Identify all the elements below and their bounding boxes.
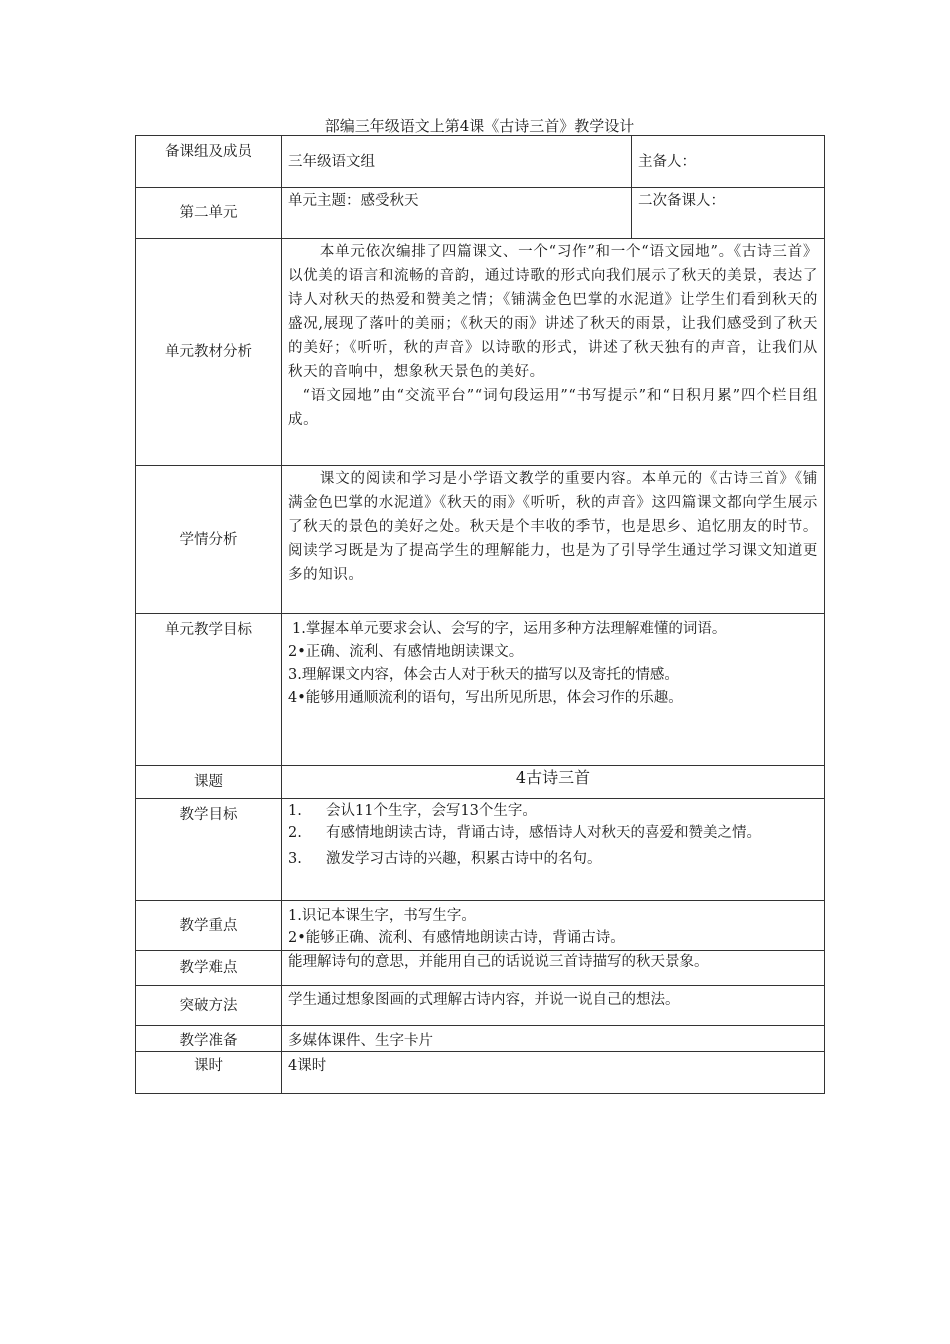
lesson-goal-text: 有感情地朗读古诗，背诵古诗，感悟诗人对秋天的喜爱和赞美之情。 xyxy=(326,825,761,841)
difficulty-label: 教学难点 xyxy=(136,951,282,986)
student-analysis-paragraph: 课文的阅读和学习是小学语文教学的重要内容。本单元的《古诗三首》《铺满金色巴掌的水泥道》《秋天的雨》《听听，秋的声音》这四篇课文都向学生展示了秋天的景色的美好之处。秋天是个丰收的季节，也是思乡、追忆朋友的时节。阅读学习既是为了提高学生的理解能力，也是为了引导学生通过学习课文知道更多的知识。 xyxy=(288,471,818,583)
lesson-goal-number: 1. xyxy=(288,803,302,819)
row-method xyxy=(136,986,825,1026)
material-analysis-paragraph-1: 本单元依次编排了四篇课文、一个“习作”和一个“语文园地”。《古诗三首》以优美的语言和流畅的音韵，通过诗歌的形式向我们展示了秋天的美景，表达了诗人对秋天的热爱和赞美之情；《铺满金色巴掌的水泥道》让学生们看到秋天的盛况,展现了落叶的美丽；《秋天的雨》讲述了秋天的雨景，让我们感受到了秋天的美好；《听听，秋的声音》以诗歌的形式，讲述了秋天独有的声音，让我们从秋天的音响中，想象秋天景色的美好。 xyxy=(288,244,818,380)
method-value: 学生通过想象图画的式理解古诗内容，并说一说自己的想法。 xyxy=(282,986,825,1026)
student-analysis-cell xyxy=(282,466,825,614)
row-prep xyxy=(136,1026,825,1052)
row-difficulty xyxy=(136,951,825,986)
lesson-goal-text: 激发学习古诗的兴趣，积累古诗中的名句。 xyxy=(326,851,602,867)
topic-value: 4古诗三首 xyxy=(282,766,825,799)
lesson-goals-label: 教学目标 xyxy=(136,799,282,901)
unit-goal-item: 1.掌握本单元要求会认、会写的字，运用多种方法理解难懂的词语。 xyxy=(292,621,727,637)
unit-goals-cell xyxy=(282,614,825,766)
document-title: 部编三年级语文上第4课《古诗三首》教学设计 xyxy=(324,117,635,135)
method-label: 突破方法 xyxy=(136,986,282,1026)
unit-theme: 单元主题：感受秋天 xyxy=(282,188,632,239)
row-topic xyxy=(136,766,825,799)
material-analysis-cell xyxy=(282,239,825,466)
prep-value: 多媒体课件、生字卡片 xyxy=(282,1026,825,1052)
row-group xyxy=(136,136,825,188)
unit-label: 第二单元 xyxy=(136,188,282,239)
key-point-item: 1.识记本课生字，书写生字。 xyxy=(288,908,476,924)
lesson-plan-table xyxy=(135,135,825,1094)
lesson-goal-item xyxy=(288,823,818,843)
difficulty-value: 能理解诗句的意思，并能用自己的话说说三首诗描写的秋天景象。 xyxy=(282,951,825,986)
lesson-goal-number: 3. xyxy=(288,851,302,867)
lesson-goal-item xyxy=(288,847,818,871)
unit-goal-item: 3.理解课文内容，体会古人对于秋天的描写以及寄托的情感。 xyxy=(288,667,679,683)
second-preparer-label: 二次备课人： xyxy=(632,188,825,239)
hours-label: 课时 xyxy=(136,1052,282,1094)
unit-goal-item: 4•能够用通顺流利的语句，写出所见所思，体会习作的乐趣。 xyxy=(288,690,683,706)
hours-value: 4课时 xyxy=(282,1052,825,1094)
row-material-analysis xyxy=(136,239,825,466)
row-student-analysis xyxy=(136,466,825,614)
row-key-points xyxy=(136,901,825,951)
prep-label: 教学准备 xyxy=(136,1026,282,1052)
lesson-goals-cell xyxy=(282,799,825,901)
row-unit xyxy=(136,188,825,239)
unit-goals-label: 单元教学目标 xyxy=(136,614,282,766)
main-preparer-label: 主备人： xyxy=(632,136,825,188)
material-analysis-label: 单元教材分析 xyxy=(136,239,282,466)
unit-goal-item: 2•正确、流利、有感情地朗读课文。 xyxy=(288,644,524,660)
material-analysis-paragraph-2: “语文园地”由“交流平台”“词句段运用”“书写提示”和“日积月累”四个栏目组成。 xyxy=(288,388,818,428)
row-lesson-goals xyxy=(136,799,825,901)
lesson-goal-text: 会认11个生字，会写13个生字。 xyxy=(326,803,537,819)
student-analysis-label: 学情分析 xyxy=(136,466,282,614)
key-points-cell xyxy=(282,901,825,951)
key-point-item: 2•能够正确、流利、有感情地朗读古诗，背诵古诗。 xyxy=(288,930,625,946)
group-value: 三年级语文组 xyxy=(282,136,632,188)
unit-goals-list xyxy=(288,618,818,710)
topic-label: 课题 xyxy=(136,766,282,799)
key-points-label: 教学重点 xyxy=(136,901,282,951)
row-hours xyxy=(136,1052,825,1094)
lesson-goal-number: 2. xyxy=(288,825,302,841)
row-unit-goals xyxy=(136,614,825,766)
group-label: 备课组及成员 xyxy=(136,136,282,188)
lesson-goal-item xyxy=(288,799,818,823)
